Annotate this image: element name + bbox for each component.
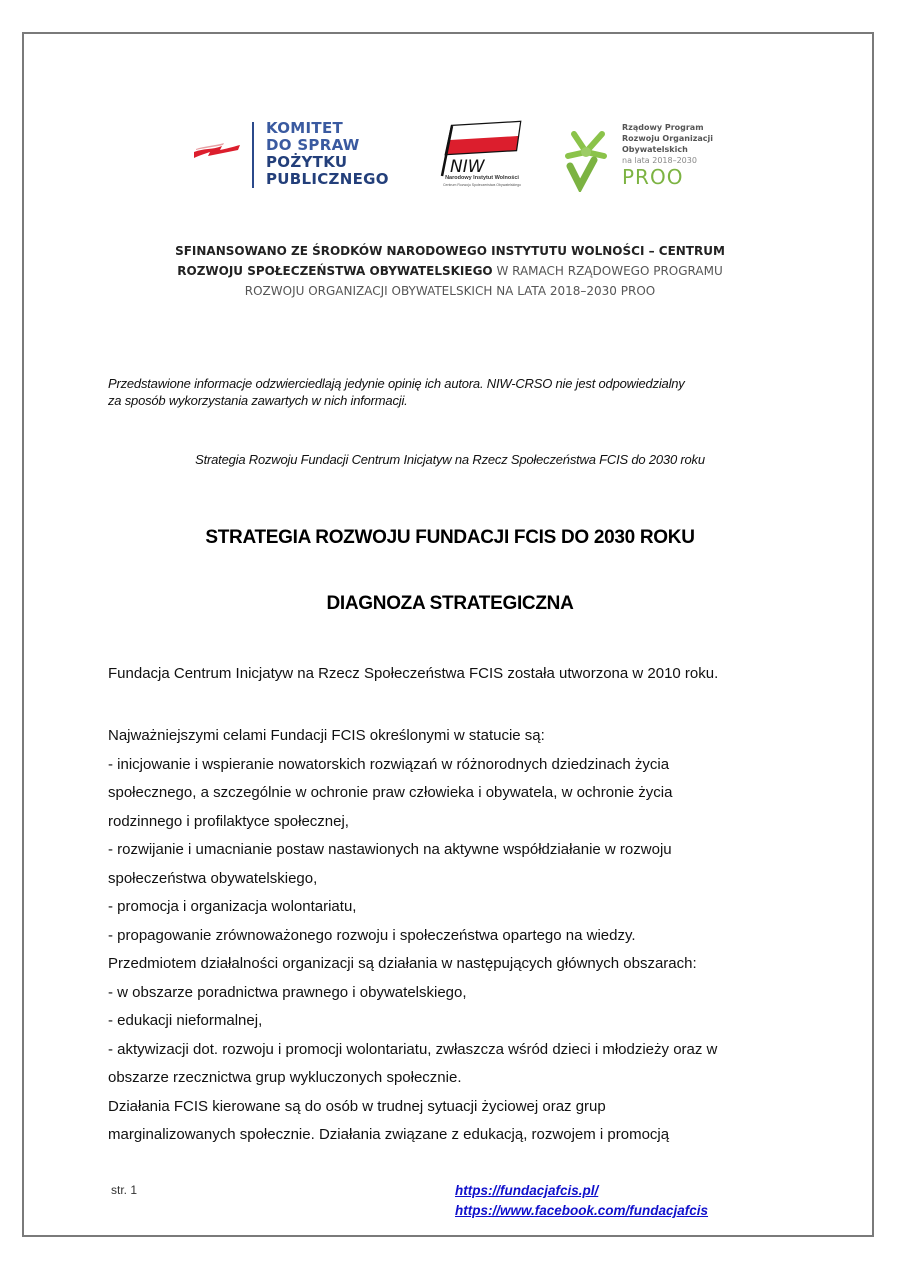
body-line: - edukacji nieformalnej, — [108, 1012, 263, 1029]
kpp-line: POŻYTKU — [266, 153, 348, 171]
document-subtitle: Strategia Rozwoju Fundacji Centrum Inicjatyw na Rzecz Społeczeństwa FCIS do 2030 roku — [195, 452, 705, 467]
body-line: Działania FCIS kierowane są do osób w trudnej sytuacji życiowej oraz grup — [108, 1097, 606, 1115]
footer-links — [455, 1181, 708, 1221]
proo-years: na lata 2018–2030 — [622, 156, 697, 165]
body-line: - promocja i organizacja wolontariatu, — [108, 898, 357, 915]
intro-paragraph: Fundacja Centrum Inicjatyw na Rzecz Społeczeństwa FCIS została utworzona w 2010 roku. — [108, 665, 719, 682]
body-line: - rozwijanie i umacnianie postaw nastawionych na aktywne współdziałanie w rozwoju — [108, 841, 672, 858]
funding-line-1: SFINANSOWANO ZE ŚRODKÓW NARODOWEGO INSTYTUTU WOLNOŚCI – CENTRUM — [175, 244, 725, 258]
section-title: DIAGNOZA STRATEGICZNA — [326, 593, 574, 614]
proo-flower-icon — [560, 120, 612, 192]
body-text — [108, 722, 808, 1150]
funding-line-2-bold: ROZWOJU SPOŁECZEŃSTWA OBYWATELSKIEGO — [177, 264, 493, 278]
disclaimer — [108, 375, 808, 409]
disclaimer-line: za sposób wykorzystania zawartych w nich informacji. — [108, 393, 408, 408]
body-line: Najważniejszymi celami Fundacji FCIS określonymi w statucie są: — [108, 727, 545, 744]
body-line: - inicjowanie i wspieranie nowatorskich rozwiązań w różnorodnych dziedzinach życia — [108, 755, 670, 773]
kpp-logo-text — [266, 120, 389, 188]
kpp-flag-icon — [192, 138, 242, 168]
body-line: społeczeństwa obywatelskiego, — [108, 869, 318, 887]
funding-line-2-rest: W RAMACH RZĄDOWEGO PROGRAMU — [492, 264, 723, 278]
body-line: społecznego, a szczególnie w ochronie praw człowieka i obywatela, w ochronie życia — [108, 784, 673, 801]
document-title: STRATEGIA ROZWOJU FUNDACJI FCIS DO 2030 ROKU — [205, 527, 695, 548]
body-line: - w obszarze poradnictwa prawnego i obywatelskiego, — [108, 983, 467, 1001]
kpp-line: PUBLICZNEGO — [266, 170, 389, 188]
niw-mark: NIW — [450, 157, 485, 177]
kpp-line: KOMITET — [266, 119, 344, 137]
website-link[interactable]: https://fundacjafcis.pl/ — [455, 1183, 599, 1198]
body-line: - aktywizacji dot. rozwoju i promocji wolontariatu, zwłaszcza wśród dzieci i młodzieży oraz w — [108, 1040, 718, 1058]
proo-line: Rozwoju Organizacji — [622, 134, 714, 143]
body-line: marginalizowanych społecznie. Działania związane z edukacją, rozwojem i promocją — [108, 1126, 670, 1143]
page-number: str. 1 — [111, 1183, 138, 1197]
proo-line: Rządowy Program — [622, 123, 704, 132]
niw-caption-sub: Centrum Rozwoju Społeczeństwa Obywatelskiego — [442, 183, 521, 187]
body-line: Przedmiotem działalności organizacji są działania w następujących głównych obszarach: — [108, 955, 697, 972]
funding-line-3: ROZWOJU ORGANIZACJI OBYWATELSKICH NA LATA 2018–2030 PROO — [244, 284, 656, 298]
proo-logo-text — [622, 122, 713, 188]
niw-caption-title: Narodowy Instytut Wolności — [445, 175, 519, 181]
kpp-divider — [252, 122, 254, 188]
facebook-link[interactable]: https://www.facebook.com/fundacjafcis — [455, 1203, 709, 1218]
proo-line: Obywatelskich — [622, 145, 688, 154]
body-line: - propagowanie zrównoważonego rozwoju i społeczeństwa opartego na wiedzy. — [108, 926, 636, 944]
proo-name: PROO — [622, 165, 684, 189]
body-line: rodzinnego i profilaktyce społecznej, — [108, 812, 349, 830]
kpp-line: DO SPRAW — [266, 136, 360, 154]
niw-caption — [432, 175, 532, 189]
funding-statement — [0, 241, 900, 301]
body-line: obszarze rzecznictwa grup wykluczonych społecznie. — [108, 1069, 462, 1086]
disclaimer-line: Przedstawione informacje odzwierciedlają jedynie opinię ich autora. NIW-CRSO nie jest odpowiedzialny — [108, 376, 685, 391]
